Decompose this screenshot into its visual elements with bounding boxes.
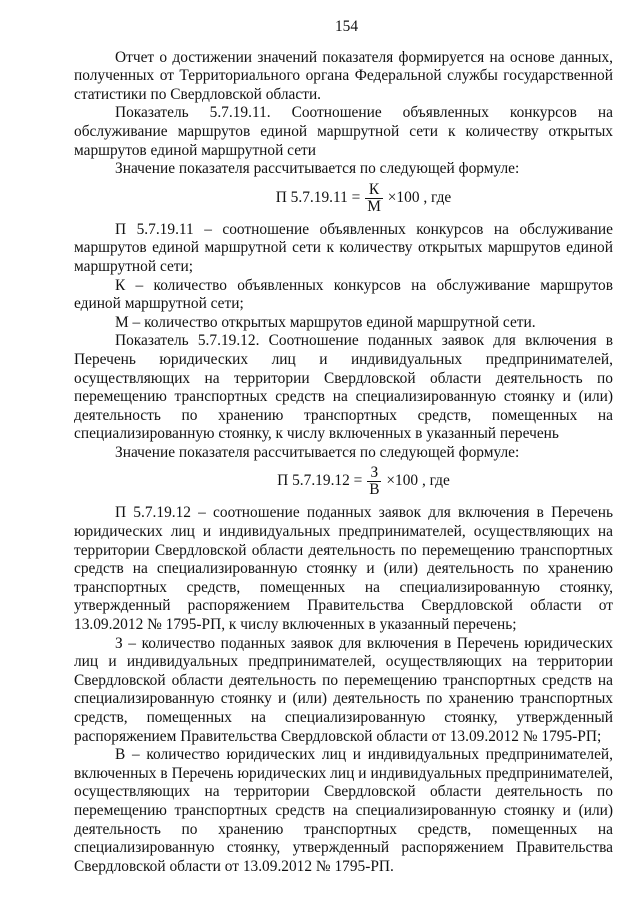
paragraph-indicator-5-7-19-11: Показатель 5.7.19.11. Соотношение объявленных конкурсов на обслуживание маршрутов единой маршрутной сети к количеству открытых маршрутов единой маршрутной сети [74, 104, 613, 159]
formula-2-lhs: П 5.7.19.12 = [277, 472, 363, 490]
paragraph-indicator-5-7-19-12: Показатель 5.7.19.12. Соотношение поданных заявок для включения в Перечень юридических лиц и индивидуальных предпринимателей, осуществляющих на территории Свердловской области деятельность по перемещению транспортных средств на специализированную стоянку и (или) деятельность по хранению транспортных средств, помещенных на специализированную стоянку, к числу включенных в указанный перечень [74, 332, 613, 443]
definition-v: В – количество юридических лиц и индивидуальных предпринимателей, включенных в Перечень юридических лиц и индивидуальных предпринимателей, осуществляющих на территории Свердловской области деятельность по перемещению транспортных средств на специализированную стоянку и (или) деятельность по хранению транспортных средств, помещенных на специализированную стоянку, утвержденный распоряжением Правительства Свердловской области от 13.09.2012 № 1795-РП. [74, 746, 613, 875]
formula-1-denominator: М [367, 197, 381, 215]
formula-5-7-19-12 [74, 465, 613, 498]
formula-1-rhs: ×100 , где [387, 188, 452, 206]
definition-p-5-7-19-12: П 5.7.19.12 – соотношение поданных заявок для включения в Перечень юридических лиц и индивидуальных предпринимателей, осуществляющих на территории Свердловской области деятельность по перемещению транспортных средств на специализированную стоянку и (или) деятельность по хранению транспортных средств, помещенных на специализированную стоянку, утвержденный распоряжением Правительства Свердловской области от 13.09.2012 № 1795-РП, к числу включенных в указанный перечень; [74, 504, 613, 634]
paragraph-report-source: Отчет о достижении значений показателя формируется на основе данных, полученных от Территориального органа Федеральной службы государственной статистики по Свердловской области. [74, 48, 613, 103]
formula-2-denominator: В [369, 481, 380, 499]
page-number: 154 [334, 18, 359, 35]
formula-2-fraction [367, 465, 381, 498]
definition-p-5-7-19-11: П 5.7.19.11 – соотношение объявленных конкурсов на обслуживание маршрутов единой маршрутной сети к количеству открытых маршрутов единой маршрутной сети; [74, 220, 613, 275]
formula-1-fraction [365, 182, 383, 215]
formula-2-numerator: З [367, 465, 381, 482]
formula-1-numerator: К [365, 182, 383, 199]
formula-5-7-19-11 [74, 182, 613, 215]
definition-k: К – количество объявленных конкурсов на обслуживание маршрутов единой маршрутной сети; [74, 276, 613, 313]
definition-m: М – количество открытых маршрутов единой маршрутной сети. [115, 313, 536, 331]
formula-1-lhs: П 5.7.19.11 = [275, 188, 361, 206]
paragraph-formula-intro-1: Значение показателя рассчитывается по следующей формуле: [115, 160, 520, 178]
definition-z: З – количество поданных заявок для включения в Перечень юридических лиц и индивидуальных предпринимателей, осуществляющих на территории Свердловской области деятельность по перемещению транспортных средств на специализированную стоянку и (или) деятельность по хранению транспортных средств, помещенных на специализированную стоянку, утвержденный распоряжением Правительства Свердловской области от 13.09.2012 № 1795-РП; [74, 634, 613, 745]
formula-2-rhs: ×100 , где [386, 472, 450, 490]
paragraph-formula-intro-2: Значение показателя рассчитывается по следующей формуле: [115, 443, 520, 461]
